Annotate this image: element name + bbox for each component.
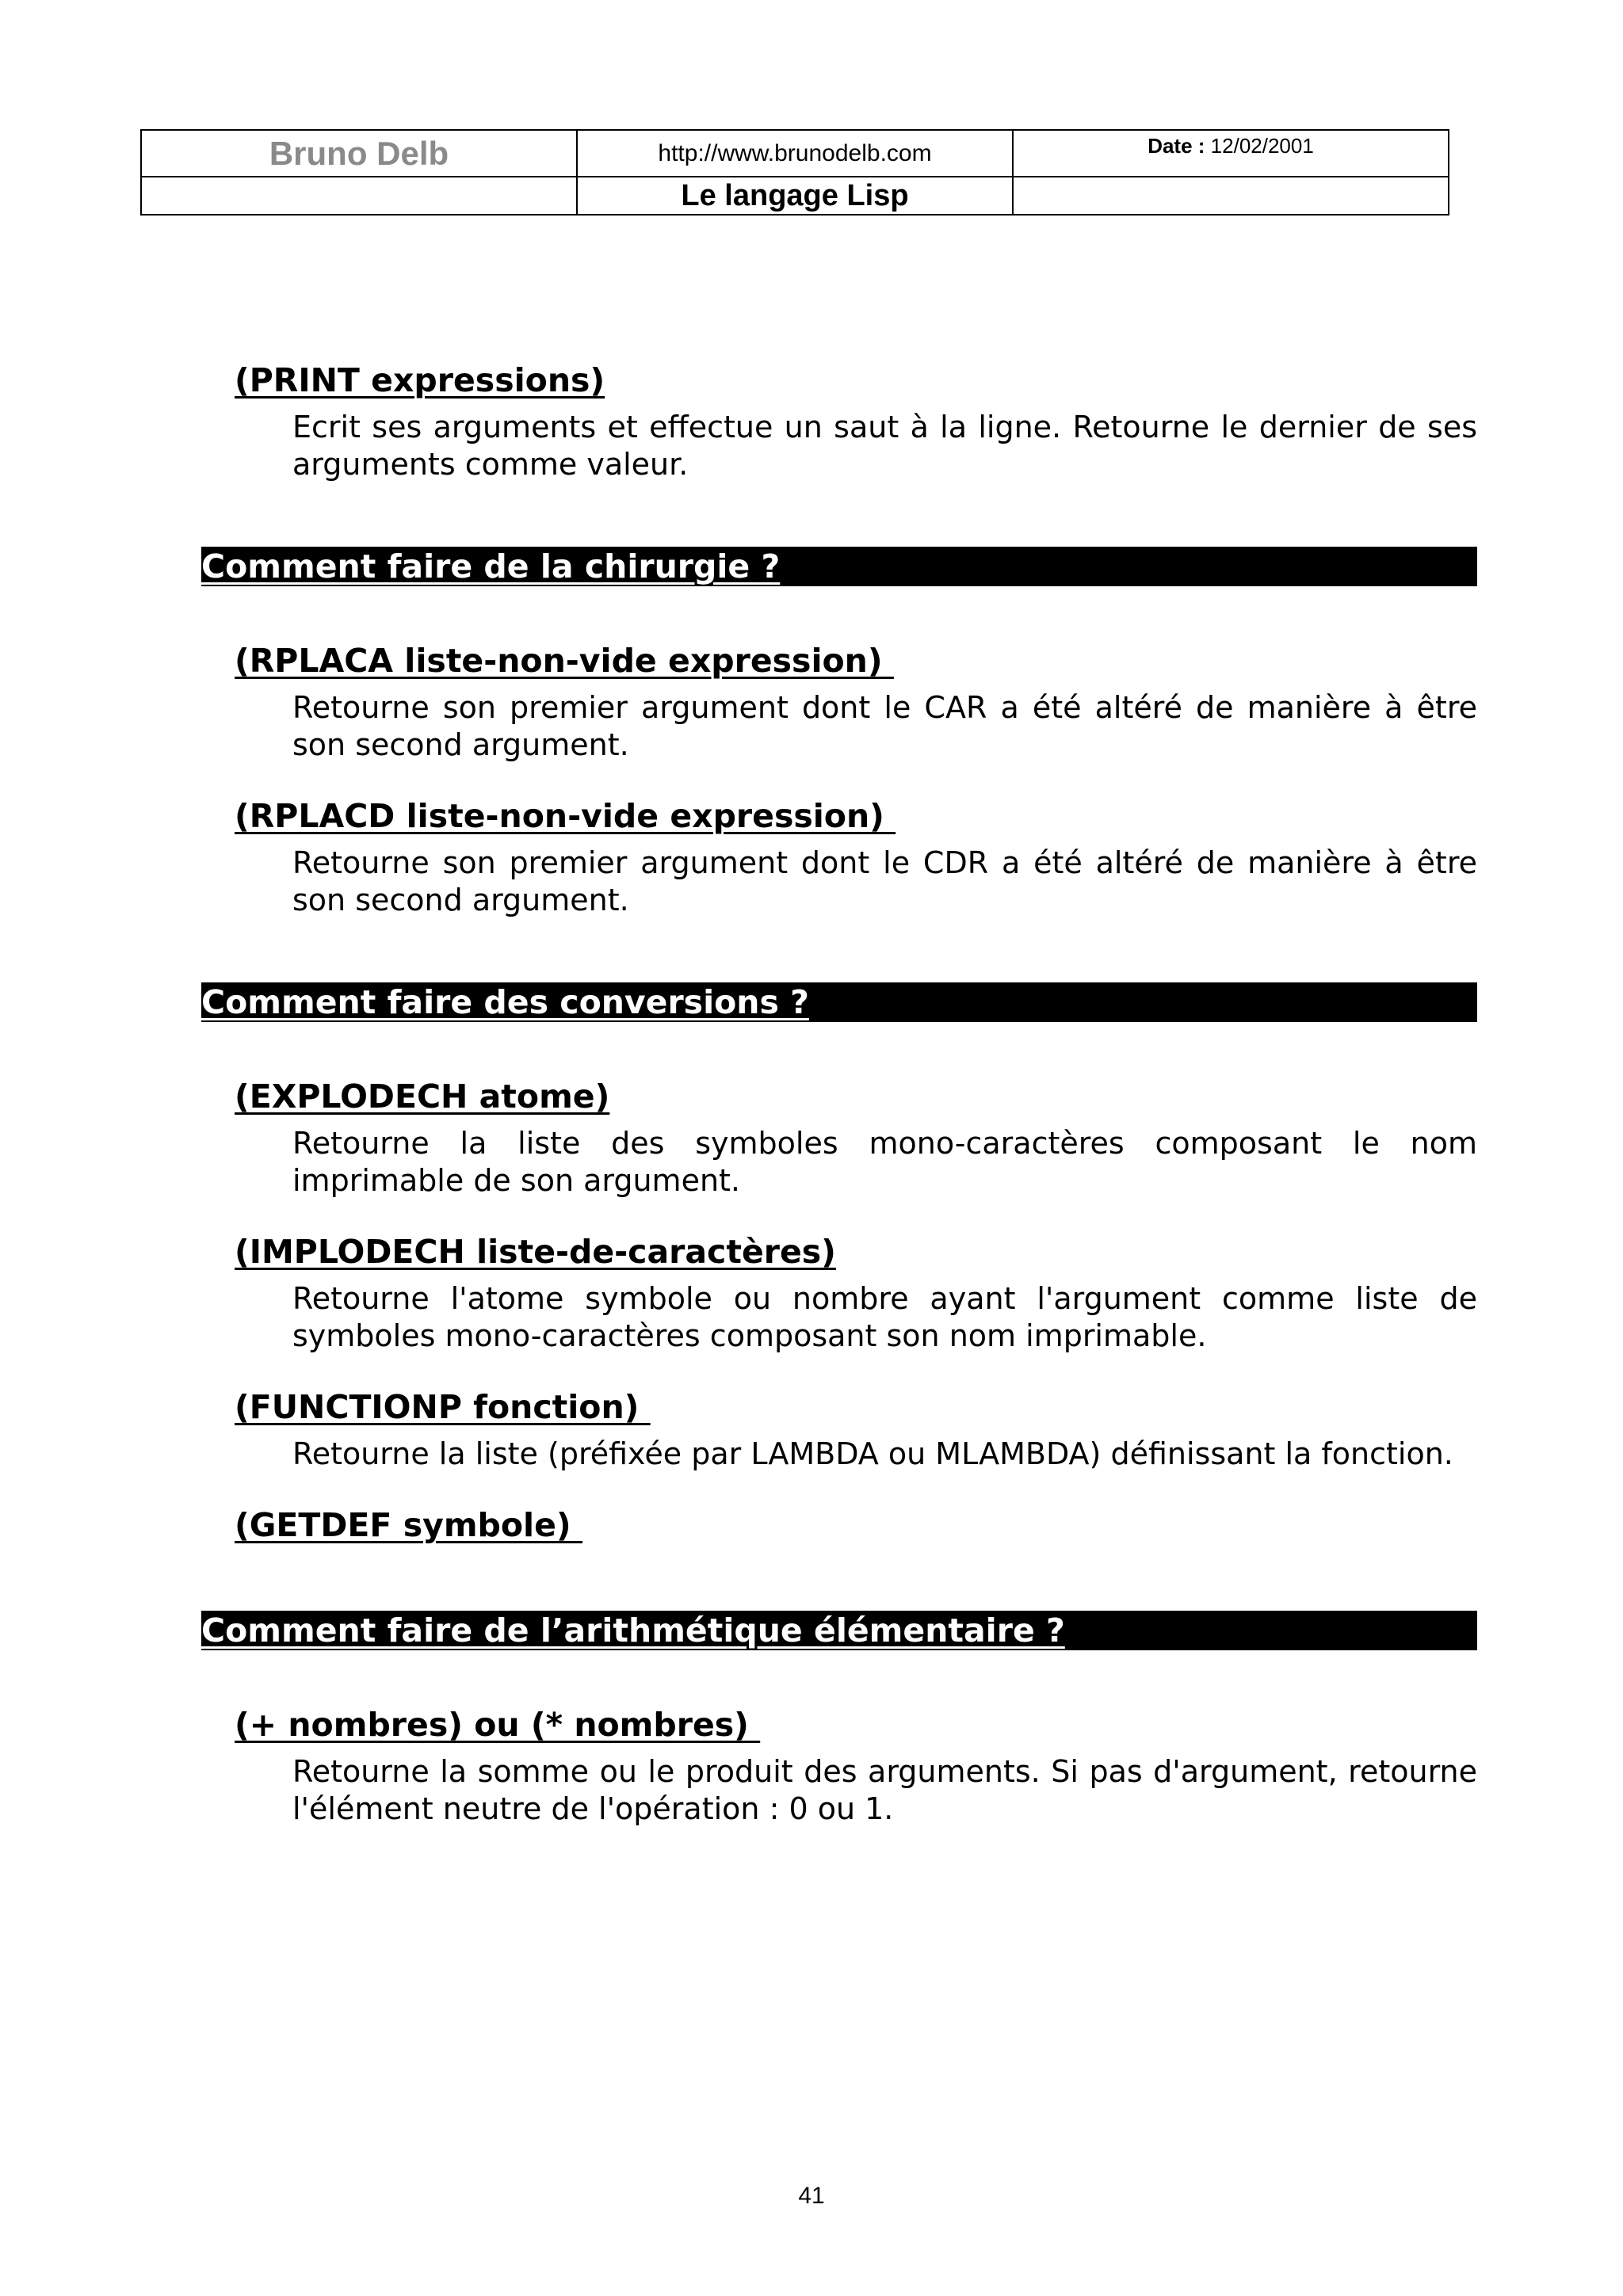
entry-title-getdef: (GETDEF symbole) [235, 1506, 582, 1544]
page-number: 41 [798, 2183, 825, 2209]
header-empty-cell-right [1013, 177, 1449, 215]
entry-desc-plus-times: Retourne la somme ou le produit des arguments. Si pas d'argument, retourne l'élément neutre de l'opération : 0 ou 1. [292, 1754, 1477, 1826]
header-empty-cell-left [141, 177, 577, 215]
entry-desc-rplaca: Retourne son premier argument dont le CAR a été altéré de manière à être son second argument. [292, 690, 1477, 762]
date-label: Date : [1148, 134, 1205, 158]
author-name: Bruno Delb [141, 130, 577, 177]
entry-desc-explodech: Retourne la liste des symboles mono-caractères composant le nom imprimable de son argument. [292, 1126, 1477, 1198]
section-heading-arithmetic: Comment faire de l’arithmétique élémentaire ? [201, 1611, 1477, 1650]
website-url: http://www.brunodelb.com [577, 130, 1013, 177]
entry-title-rplacd: (RPLACD liste-non-vide expression) [235, 797, 896, 835]
entry-title-functionp: (FUNCTIONP fonction) [235, 1388, 651, 1426]
document-title: Le langage Lisp [577, 177, 1013, 215]
entry-desc-print: Ecrit ses arguments et effectue un saut à la ligne. Retourne le dernier de ses arguments comme valeur. [292, 410, 1477, 482]
entry-desc-rplacd: Retourne son premier argument dont le CDR a été altéré de manière à être son second argument. [292, 845, 1477, 917]
page-content [201, 358, 1477, 1828]
entry-title-rplaca: (RPLACA liste-non-vide expression) [235, 642, 894, 680]
section-heading-conversions: Comment faire des conversions ? [201, 982, 1477, 1022]
entry-desc-functionp: Retourne la liste (préfixée par LAMBDA ou MLAMBDA) définissant la fonction. [292, 1436, 1453, 1471]
entry-title-print: (PRINT expressions) [235, 361, 605, 399]
entry-title-explodech: (EXPLODECH atome) [235, 1077, 610, 1116]
document-header [140, 129, 1449, 215]
section-heading-surgery: Comment faire de la chirurgie ? [201, 547, 1477, 586]
document-date [1013, 130, 1449, 177]
date-value: 12/02/2001 [1210, 134, 1314, 158]
entry-title-plus-times: (+ nombres) ou (* nombres) [235, 1706, 761, 1744]
entry-title-implodech: (IMPLODECH liste-de-caractères) [235, 1233, 836, 1271]
entry-desc-implodech: Retourne l'atome symbole ou nombre ayant l'argument comme liste de symboles mono-caractères composant son nom imprimable. [292, 1281, 1477, 1353]
